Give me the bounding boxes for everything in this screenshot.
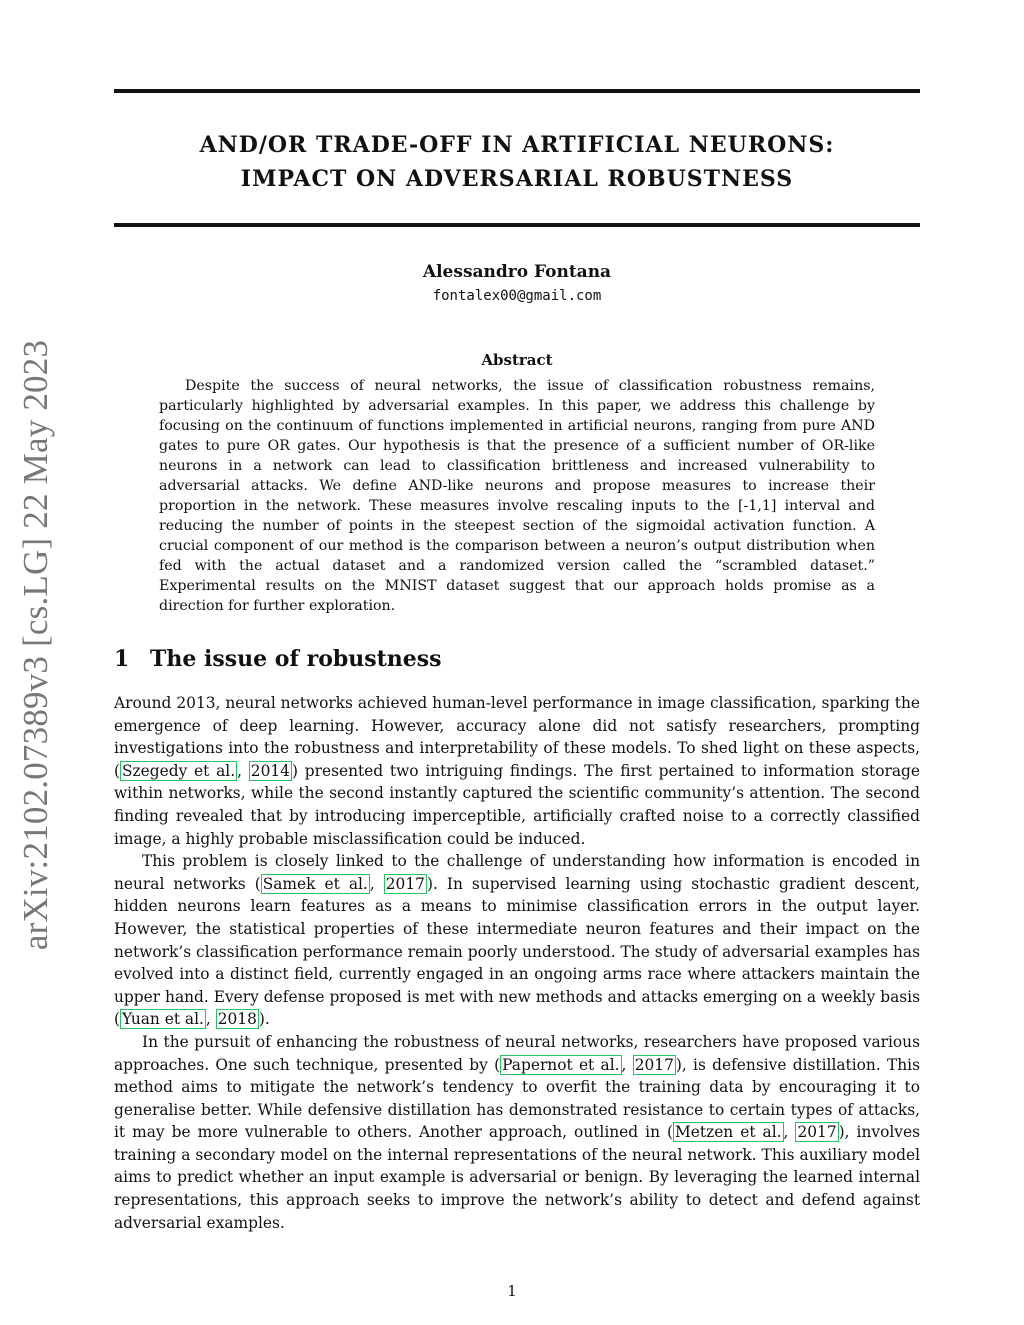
title-line-1: AND/OR TRADE-OFF IN ARTIFICIAL NEURONS: [199, 132, 835, 158]
citation-year-link-papernot[interactable]: 2017 [634, 1055, 674, 1074]
paragraph-text: ) presented two intriguing findings. The first pertained to information storage within networks, while the second instantly captured the scientific community’s attention. The second finding revealed that by introducing imperceptible, artificially crafted noise to a correctly classified image, a highly probable misclassification could be induced. [114, 761, 920, 848]
abstract-heading: Abstract [481, 351, 553, 369]
paragraph-text: ), is defensive distillation. This method aims to mitigate the network’s tendency to overfit the training data by encouraging it to generalise better. While defensive distillation has demonstrated resistance to certain types of attacks, it may be more vulnerable to others. Another approach, outlined in ( [114, 1055, 920, 1142]
paragraph-text: This problem is closely linked to the challenge of understanding how information is encoded in neural networks ( [114, 852, 920, 893]
citation-year-link-metzen[interactable]: 2017 [797, 1123, 837, 1142]
section-number: 1 [114, 646, 130, 672]
citation-year-link-yuan[interactable]: 2018 [217, 1010, 257, 1029]
paragraph-text: ). [258, 1010, 270, 1029]
section-body [114, 692, 920, 1234]
citation-separator: , [237, 761, 249, 780]
abstract-paragraph: Despite the success of neural networks, the issue of classification robustness remains, particularly highlighted by adversarial examples. In this paper, we address this challenge by focusing on the continuum of functions implemented in artificial neurons, ranging from pure AND gates to pure OR gates. Our hypothesis is that the presence of a sufficient number of OR-like neurons in a network can lead to classification brittleness and increased vulnerability to adversarial attacks. We define AND-like neurons and propose measures to increase their proportion in the network. These measures involve rescaling inputs to the [-1,1] interval and reducing the number of points in the steepest section of the sigmoidal activation function. A crucial component of our method is the comparison between a neuron’s output distribution when fed with the actual dataset and a randomized version called the “scrambled dataset.” Experimental results on the MNIST dataset suggest that our approach holds promise as a direction for further exploration. [159, 378, 875, 614]
citation-link-papernot[interactable]: Papernot et al. [502, 1055, 620, 1074]
citation-separator: , [369, 874, 384, 893]
citation-year-link-samek[interactable]: 2017 [385, 874, 425, 893]
paragraph-text: In the pursuit of enhancing the robustness of neural networks, researchers have proposed various approaches. One such technique, presented by ( [114, 1032, 920, 1074]
body-paragraph-2 [114, 850, 920, 1031]
title-top-rule [114, 89, 920, 93]
paragraph-text: Around 2013, neural networks achieved human-level performance in image classification, sparking the emergence of deep learning. However, accuracy alone did not satisfy researchers, prompting investigations into the robustness and interpretability of these models. To shed light on these aspects, ( [114, 694, 920, 780]
arxiv-sidebar [14, 339, 58, 951]
arxiv-identifier: arXiv:2102.07389v3 [cs.LG] 22 May 2023 [16, 339, 55, 951]
citation-link-szegedy[interactable]: Szegedy et al. [122, 761, 236, 780]
citation-year-link-szegedy[interactable]: 2014 [250, 761, 290, 780]
body-paragraph-1 [114, 692, 920, 850]
citation-separator: , [621, 1055, 633, 1074]
citation-separator: , [783, 1123, 796, 1142]
citation-link-yuan[interactable]: Yuan et al. [122, 1010, 204, 1029]
paragraph-text: ), involves training a secondary model on the internal representations of the neural network. This auxiliary model aims to predict whether an input example is adversarial or benign. By leveraging the learned internal representations, this approach seeks to improve the network’s ability to detect and defend against adversarial examples. [114, 1123, 920, 1232]
abstract-body [159, 376, 875, 616]
page-number: 1 [507, 1282, 517, 1300]
paragraph-text: ). In supervised learning using stochastic gradient descent, hidden neurons learn features as a means to minimise classification errors in the output layer. However, the statistical properties of these intermediate neuron features and their impact on the network’s classification performance remain poorly understood. The study of adversarial examples has evolved into a distinct field, currently engaged in an ongoing arms race where attackers maintain the upper hand. Every defense proposed is met with new methods and attacks emerging on a weekly basis ( [114, 874, 920, 1029]
paper-title [114, 128, 920, 196]
author-email: fontalex00@gmail.com [432, 288, 602, 304]
citation-link-samek[interactable]: Samek et al. [262, 874, 368, 893]
section-title: The issue of robustness [150, 646, 442, 672]
title-bottom-rule [114, 223, 920, 227]
citation-link-metzen[interactable]: Metzen et al. [675, 1123, 782, 1142]
author-name: Alessandro Fontana [422, 262, 612, 282]
body-paragraph-3 [114, 1031, 920, 1234]
section-heading [114, 646, 442, 672]
title-line-2: IMPACT ON ADVERSARIAL ROBUSTNESS [240, 166, 794, 192]
citation-separator: , [205, 1010, 216, 1029]
